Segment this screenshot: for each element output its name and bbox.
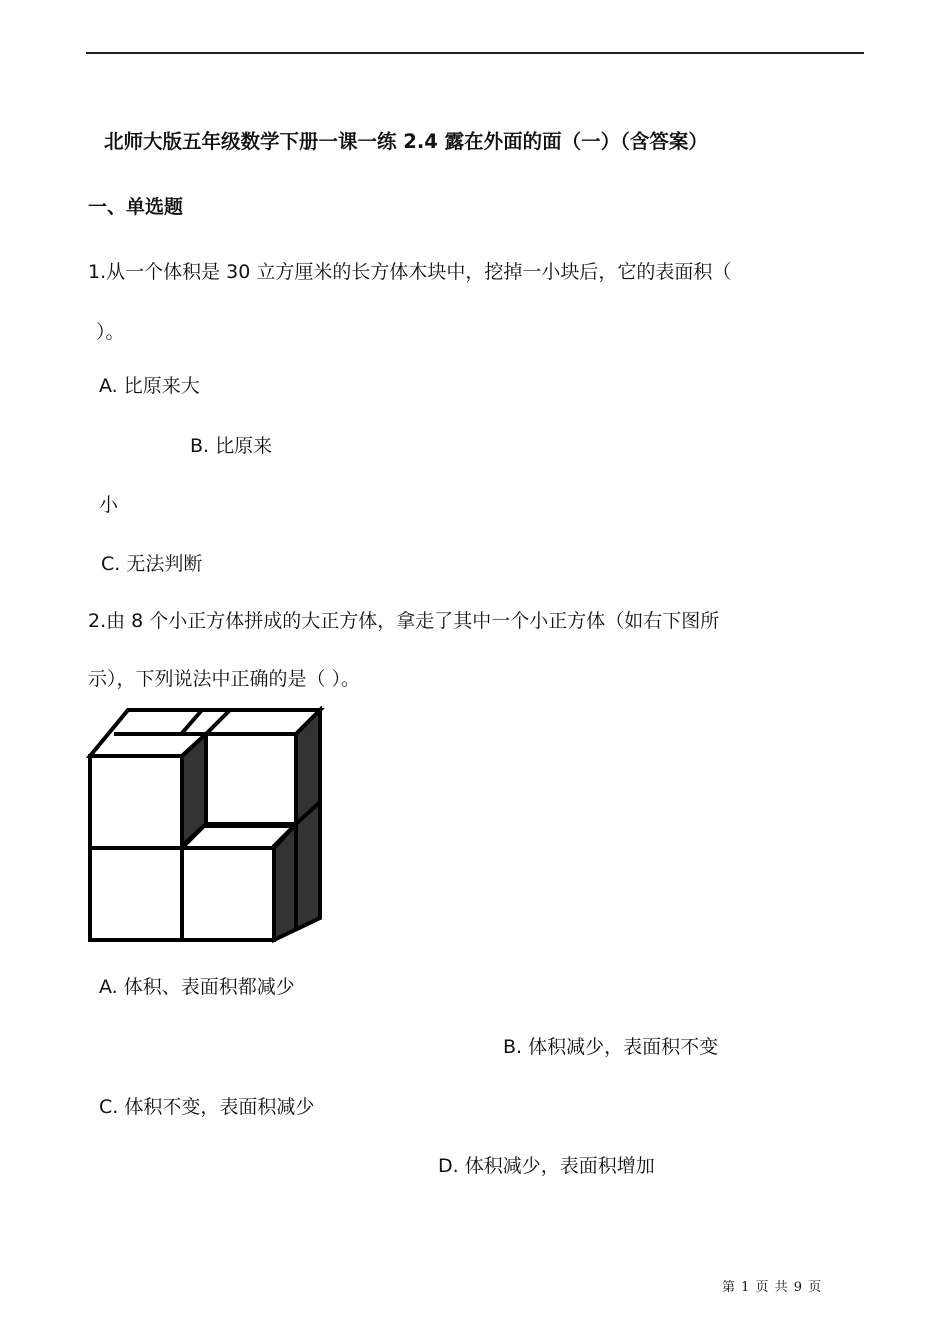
question-2-option-a: A. 体积、表面积都减少 [99,976,295,998]
cube-front-upper-left [90,756,182,848]
cube-front-lower-left [90,848,182,940]
question-2-option-d: D. 体积减少，表面积增加 [438,1155,655,1177]
header-rule [86,52,864,54]
question-1-option-c: C. 无法判断 [101,553,203,575]
page-footer: 第 1 页 共 9 页 [722,1280,823,1295]
question-1-option-a: A. 比原来大 [99,375,200,397]
question-2-stem-line1: 2.由 8 个小正方体拼成的大正方体，拿走了其中一个小正方体（如右下图所 [88,610,720,632]
question-1-stem-line2: ）。 [96,321,125,343]
document-title: 北师大版五年级数学下册一课一练 2.4 露在外面的面（一）（含答案） [104,130,708,153]
question-2-stem-line2: 示），下列说法中正确的是（ ）。 [88,668,361,690]
question-2-option-c: C. 体积不变，表面积减少 [99,1096,315,1118]
question-1-option-b-wrap: 小 [99,494,119,516]
question-1-option-b: B. 比原来 [190,435,273,457]
cube-back-upper-right [206,734,296,826]
question-1-stem-line1: 1.从一个体积是 30 立方厘米的长方体木块中，挖掉一小块后，它的表面积（ [88,261,732,283]
section-heading: 一、单选题 [88,196,184,218]
cube-missing-one-block-icon [86,706,326,946]
cube-front-lower-right [182,848,274,940]
question-2-option-b: B. 体积减少，表面积不变 [503,1036,719,1058]
